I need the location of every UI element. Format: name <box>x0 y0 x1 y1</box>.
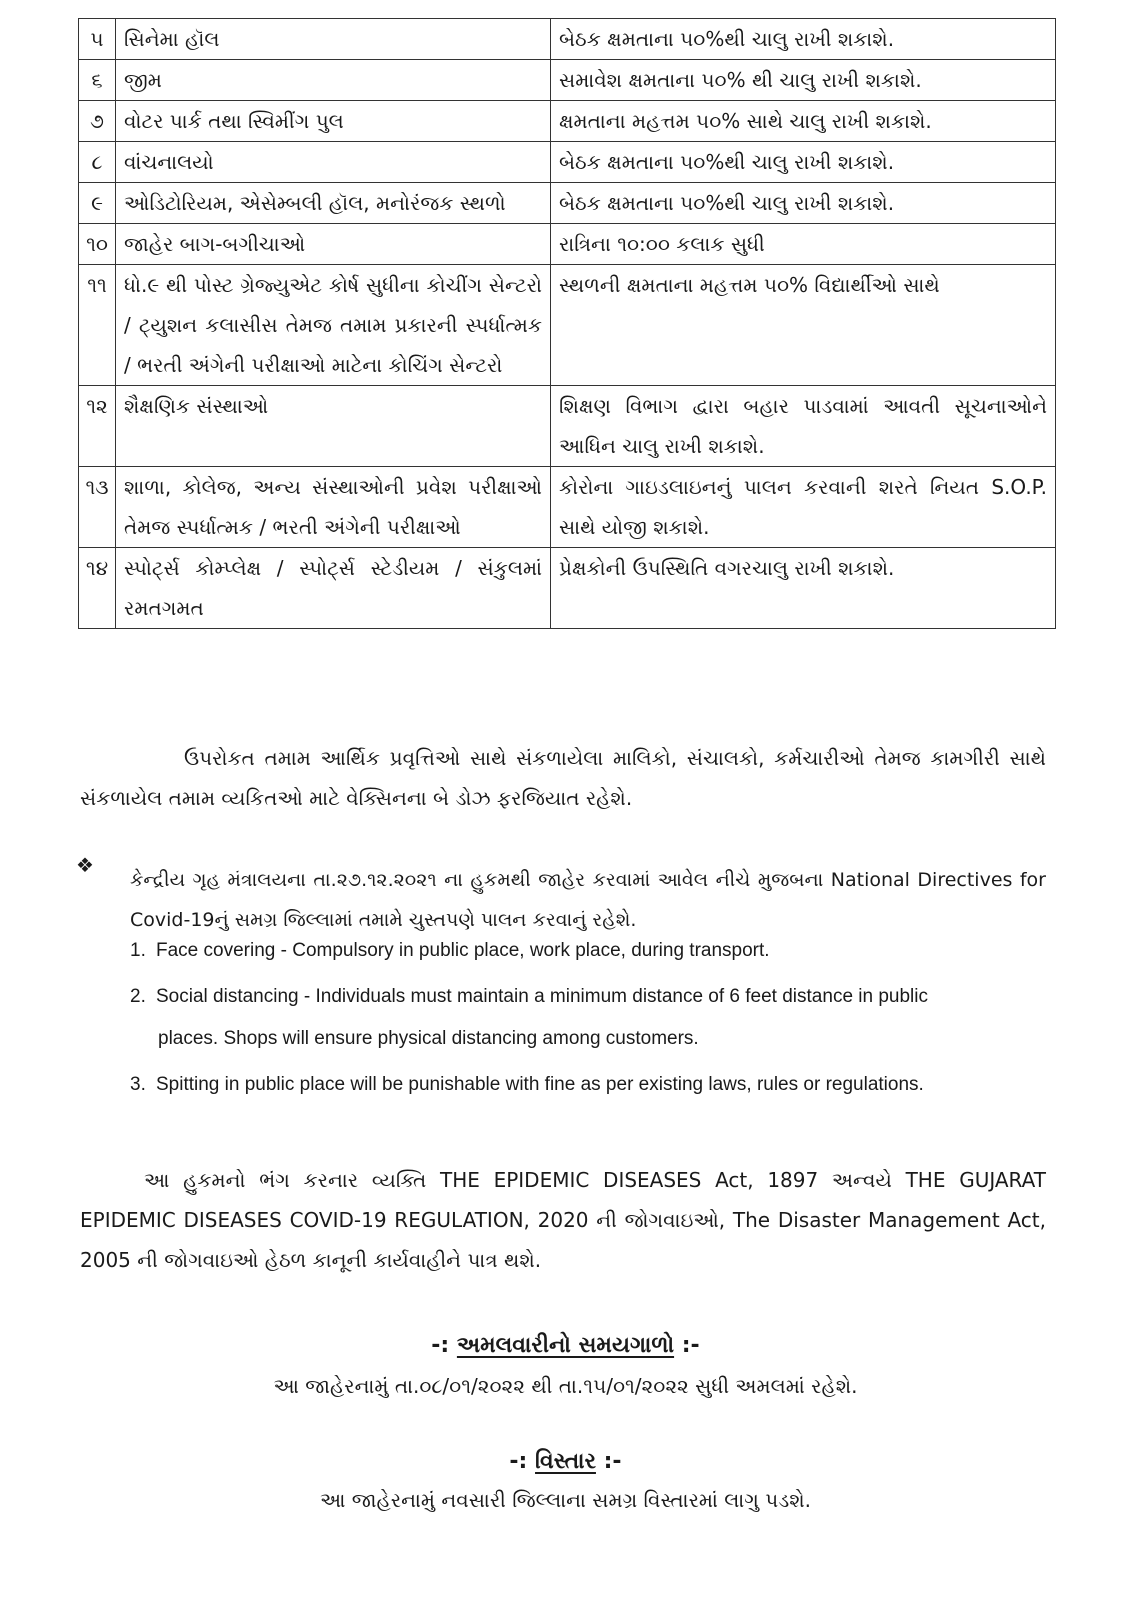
condition-cell: પ્રેક્ષકોની ઉપસ્થિતિ વગરચાલુ રાખી શકાશે. <box>551 548 1056 629</box>
row-number: ૬ <box>79 60 116 101</box>
row-number: ૭ <box>79 101 116 142</box>
table-row <box>79 101 1056 142</box>
activity-cell: ઓડિટોરિયમ, એસેમ્બલી હૉલ, મનોરંજક સ્થળો <box>116 183 551 224</box>
activity-cell: વોટર પાર્ક તથા સ્વિમીંગ પુલ <box>116 101 551 142</box>
activity-cell: જાહેર બાગ-બગીચાઓ <box>116 224 551 265</box>
area-text: આ જાહેરનામું નવસારી જિલ્લાના સમગ્ર વિસ્તારમાં લાગુ પડશે. <box>320 1488 811 1512</box>
row-number: ૧૦ <box>79 224 116 265</box>
row-number: ૧૪ <box>79 548 116 629</box>
condition-cell: કોરોના ગાઇડલાઇનનું પાલન કરવાની શરતે નિયત S.O.P. સાથે યોજી શકાશે. <box>551 467 1056 548</box>
table-row <box>79 224 1056 265</box>
condition-cell: સ્થળની ક્ષમતાના મહત્તમ ૫૦% વિદ્યાર્થીઓ સાથે <box>551 265 1056 386</box>
activity-rules-table <box>78 18 1056 629</box>
period-heading: -: અમલવારીનો સમયગાળો :- <box>431 1333 700 1358</box>
activity-cell: સિનેમા હૉલ <box>116 19 551 60</box>
activity-cell: શૈક્ષણિક સંસ્થાઓ <box>116 386 551 467</box>
table-row <box>79 548 1056 629</box>
area-heading: -: વિસ્તાર :- <box>509 1449 622 1474</box>
activity-cell: શાળા, કોલેજ, અન્ય સંસ્થાઓની પ્રવેશ પરીક્ષાઓ તેમજ સ્પર્ધાત્મક / ભરતી અંગેની પરીક્ષાઓ <box>116 467 551 548</box>
diamond-bullet-icon: ❖ <box>76 853 94 877</box>
condition-cell: બેઠક ક્ષમતાના ૫૦%થી ચાલુ રાખી શકાશે. <box>551 19 1056 60</box>
period-text: આ જાહેરનામું તા.૦૮/૦૧/૨૦૨૨ થી તા.૧૫/૦૧/૨૦૨૨ સુધી અમલમાં રહેશે. <box>273 1374 858 1398</box>
condition-cell: બેઠક ક્ષમતાના ૫૦%થી ચાલુ રાખી શકાશે. <box>551 142 1056 183</box>
row-number: ૫ <box>79 19 116 60</box>
condition-cell: બેઠક ક્ષમતાના ૫૦%થી ચાલુ રાખી શકાશે. <box>551 183 1056 224</box>
activity-cell: સ્પોર્ટ્સ કોમ્પ્લેક્ષ / સ્પોર્ટ્સ સ્ટેડીયમ / સંકુલમાં રમતગમત <box>116 548 551 629</box>
directive-item-3: 3. Spitting in public place will be punishable with fine as per existing laws, rules or regulations. <box>130 1074 924 1095</box>
row-number: ૧૩ <box>79 467 116 548</box>
table-row <box>79 183 1056 224</box>
row-number: ૧૧ <box>79 265 116 386</box>
penalty-paragraph: આ હુકમનો ભંગ કરનાર વ્યક્તિ THE EPIDEMIC DISEASES Act, 1897 અન્વયે THE GUJARAT EPIDEMIC DISEASES COVID-19 REGULATION, 2020 ની જોગવાઇઓ, The Disaster Management Act, 2005 ની જોગવાઇઓ હેઠળ કાનૂની કાર્યવાહીને પાત્ર થશે. <box>80 1168 1046 1272</box>
row-number: ૯ <box>79 183 116 224</box>
vaccine-paragraph: ઉપરોકત તમામ આર્થિક પ્રવૃત્તિઓ સાથે સંકળાયેલા માલિકો, સંચાલકો, કર્મચારીઓ તેમજ કામગીરી સાથે સંકળાયેલ તમામ વ્યકિતઓ માટે વેક્સિનના બે ડોઝ ફરજિયાત રહેશે. <box>80 746 1046 810</box>
condition-cell: શિક્ષણ વિભાગ દ્વારા બહાર પાડવામાં આવતી સૂચનાઓને આધિન ચાલુ રાખી શકાશે. <box>551 386 1056 467</box>
directive-item-2: 2. Social distancing - Individuals must maintain a minimum distance of 6 feet distance in public places. Shops will ensure physical distancing among customers. <box>130 986 928 1049</box>
table-row <box>79 60 1056 101</box>
activity-cell: ધો.૯ થી પોસ્ટ ગ્રેજ્યુએટ કોર્ષ સુધીના કોચીંગ સેન્ટરો / ટ્યુશન કલાસીસ તેમજ તમામ પ્રકારની સ્પર્ધાત્મક / ભરતી અંગેની પરીક્ષાઓ માટેના કોચિંગ સેન્ટરો <box>116 265 551 386</box>
row-number: ૧૨ <box>79 386 116 467</box>
directive-intro: કેન્દ્રીય ગૃહ મંત્રાલયના તા.૨૭.૧૨.૨૦૨૧ ના હુકમથી જાહેર કરવામાં આવેલ નીચે મુજબના National Directives for Covid-19નું સમગ્ર જિલ્લામાં તમામે ચુસ્તપણે પાલન કરવાનું રહેશે. <box>130 869 1046 931</box>
activity-cell: વાંચનાલયો <box>116 142 551 183</box>
condition-cell: સમાવેશ ક્ષમતાના ૫૦% થી ચાલુ રાખી શકાશે. <box>551 60 1056 101</box>
table-row <box>79 142 1056 183</box>
directive-item-1: 1. Face covering - Compulsory in public place, work place, during transport. <box>130 940 770 961</box>
table-row <box>79 265 1056 386</box>
table-row <box>79 19 1056 60</box>
condition-cell: રાત્રિના ૧૦:૦૦ કલાક સુધી <box>551 224 1056 265</box>
activity-cell: જીમ <box>116 60 551 101</box>
condition-cell: ક્ષમતાના મહત્તમ ૫૦% સાથે ચાલુ રાખી શકાશે. <box>551 101 1056 142</box>
table-row <box>79 386 1056 467</box>
table-row <box>79 467 1056 548</box>
row-number: ૮ <box>79 142 116 183</box>
